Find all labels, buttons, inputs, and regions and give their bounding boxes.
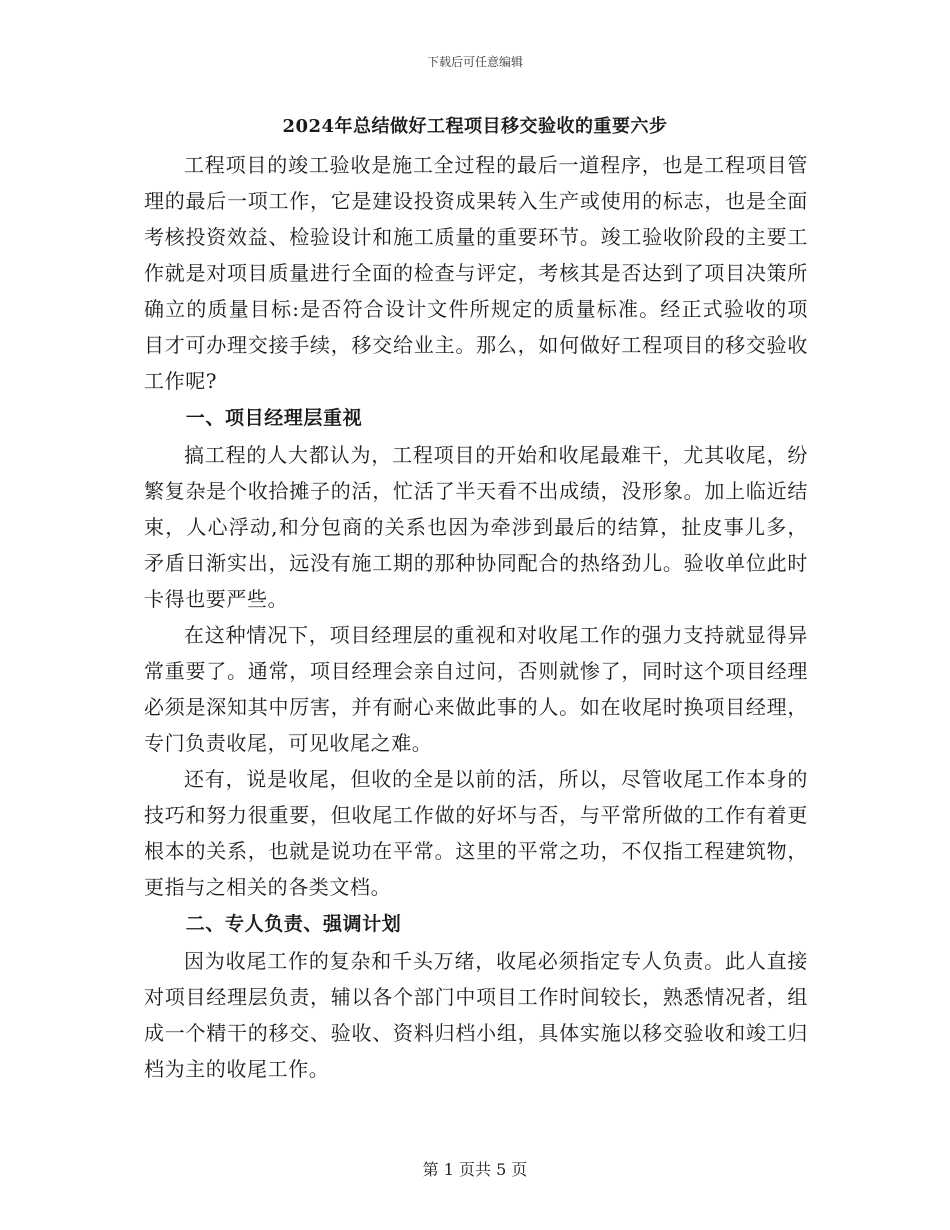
page-header-note: 下载后可任意编辑 [426, 55, 523, 69]
document-title: 2024年总结做好工程项目移交验收的重要六步 [282, 116, 668, 137]
page-number: 第 1 页共 5 页 [422, 1160, 528, 1179]
section-heading-2: 二、专人负责、强调计划 [185, 913, 402, 935]
paragraph-section1-c: 还有，说是收尾，但收的全是以前的活，所以，尽管收尾工作本身的技巧和努力很重要，但收尾工作做的好坏与否，与平常所做的工作有着更根本的关系，也就是说功在平常。这里的平常之功，不仅指工程建筑物，更指与之相关的各类文档。 [144, 767, 808, 899]
paragraph-section1-b: 在这种情况下，项目经理层的重视和对收尾工作的强力支持就显得异常重要了。通常，项目经理会亲自过问，否则就惨了，同时这个项目经理必须是深知其中厉害，并有耐心来做此事的人。如在收尾时换项目经理，专门负责收尾，可见收尾之难。 [144, 623, 808, 755]
section-heading-1: 一、项目经理层重视 [185, 407, 363, 429]
paragraph-section2-a: 因为收尾工作的复杂和千头万绪，收尾必须指定专人负责。此人直接对项目经理层负责，辅以各个部门中项目工作时间较长，熟悉情况者，组成一个精干的移交、验收、资料归档小组，具体实施以移交验收和竣工归档为主的收尾工作。 [144, 949, 808, 1081]
document-body [144, 147, 808, 1087]
paragraph-intro: 工程项目的竣工验收是施工全过程的最后一道程序，也是工程项目管理的最后一项工作，它是建设投资成果转入生产或使用的标志，也是全面考核投资效益、检验设计和施工质量的重要环节。竣工验收阶段的主要工作就是对项目质量进行全面的检查与评定，考核其是否达到了项目决策所确立的质量目标:是否符合设计文件所规定的质量标准。经正式验收的项目才可办理交接手续，移交给业主。那么，如何做好工程项目的移交验收工作呢? [144, 153, 808, 393]
paragraph-section1-a: 搞工程的人大都认为，工程项目的开始和收尾最难干，尤其收尾，纷繁复杂是个收拾摊子的活，忙活了半天看不出成绩，没形象。加上临近结束，人心浮动,和分包商的关系也因为牵涉到最后的结算，扯皮事儿多，矛盾日渐实出，远没有施工期的那种协同配合的热络劲儿。验收单位此时卡得也要严些。 [144, 443, 808, 611]
